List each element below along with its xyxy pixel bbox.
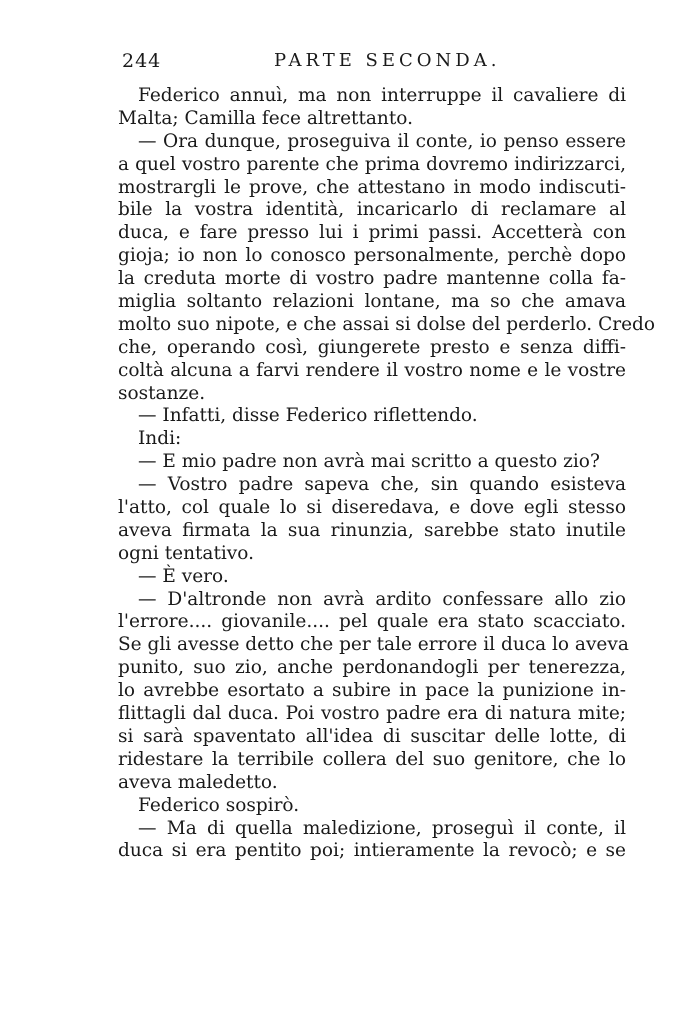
text-line: duca, e fare presso lui i primi passi. Accetterà con: [118, 222, 626, 244]
text-line: Malta; Camilla fece altrettanto.: [118, 107, 413, 129]
text-line: lo avrebbe esortato a subire in pace la punizione in-: [118, 680, 626, 702]
text-line: molto suo nipote, e che assai si dolse del perderlo. Credo: [118, 313, 655, 335]
text-line: Se gli avesse detto che per tale errore il duca lo aveva: [118, 634, 629, 656]
text-line: a quel vostro parente che prima dovremo indirizzarci,: [118, 153, 626, 175]
text-line: — È vero.: [138, 565, 229, 587]
text-line: che, operando così, giungerete presto e senza diffi-: [118, 336, 626, 358]
text-line: gioja; io non lo conosco personalmente, perchè dopo: [118, 245, 626, 267]
text-line: punito, suo zio, anche perdonandogli per tenerezza,: [118, 657, 626, 679]
text-line: flittagli dal duca. Poi vostro padre era di natura mite;: [118, 703, 626, 725]
text-line: coltà alcuna a farvi rendere il vostro nome e le vostre: [118, 359, 626, 381]
text-line: Indi:: [138, 428, 182, 450]
text-line: si sarà spaventato all'idea di suscitar delle lotte, di: [118, 725, 626, 747]
text-line: sostanze.: [118, 382, 206, 404]
text-line: miglia soltanto relazioni lontane, ma so che amava: [118, 291, 626, 313]
text-line: aveva maledetto.: [118, 771, 278, 793]
text-line: — Infatti, disse Federico riflettendo.: [138, 405, 478, 427]
text-line: — Vostro padre sapeva che, sin quando esisteva: [138, 474, 626, 496]
text-line: Federico sospirò.: [138, 794, 300, 816]
text-line: mostrargli le prove, che attestano in modo indiscuti-: [118, 176, 626, 198]
text-line: duca si era pentito poi; intieramente la revocò; e se: [118, 840, 626, 862]
text-line: l'errore.... giovanile.... pel quale era stato scacciato.: [118, 611, 626, 633]
text-line: la creduta morte di vostro padre mantenne colla fa-: [118, 268, 626, 290]
page-header: [122, 50, 622, 80]
text-line: ogni tentativo.: [118, 542, 254, 564]
text-line: Federico annuì, ma non interruppe il cavaliere di: [138, 85, 626, 106]
text-line: ridestare la terribile collera del suo genitore, che lo: [118, 748, 626, 770]
text-line: — Ma di quella maledizione, proseguì il conte, il: [138, 817, 626, 839]
text-line: l'atto, col quale lo si diseredava, e dove egli stesso: [118, 497, 626, 519]
text-line: — E mio padre non avrà mai scritto a questo zio?: [138, 451, 600, 473]
text-line: bile la vostra identità, incaricarlo di reclamare al: [118, 199, 626, 221]
page-number: 244: [122, 50, 162, 72]
text-line: aveva firmata la sua rinunzia, sarebbe stato inutile: [118, 519, 626, 541]
text-line: — D'altronde non avrà ardito confessare allo zio: [138, 588, 626, 610]
text-line: — Ora dunque, proseguiva il conte, io penso essere: [138, 130, 626, 152]
body-text: [118, 85, 655, 863]
running-head: PARTE SECONDA.: [274, 50, 501, 71]
